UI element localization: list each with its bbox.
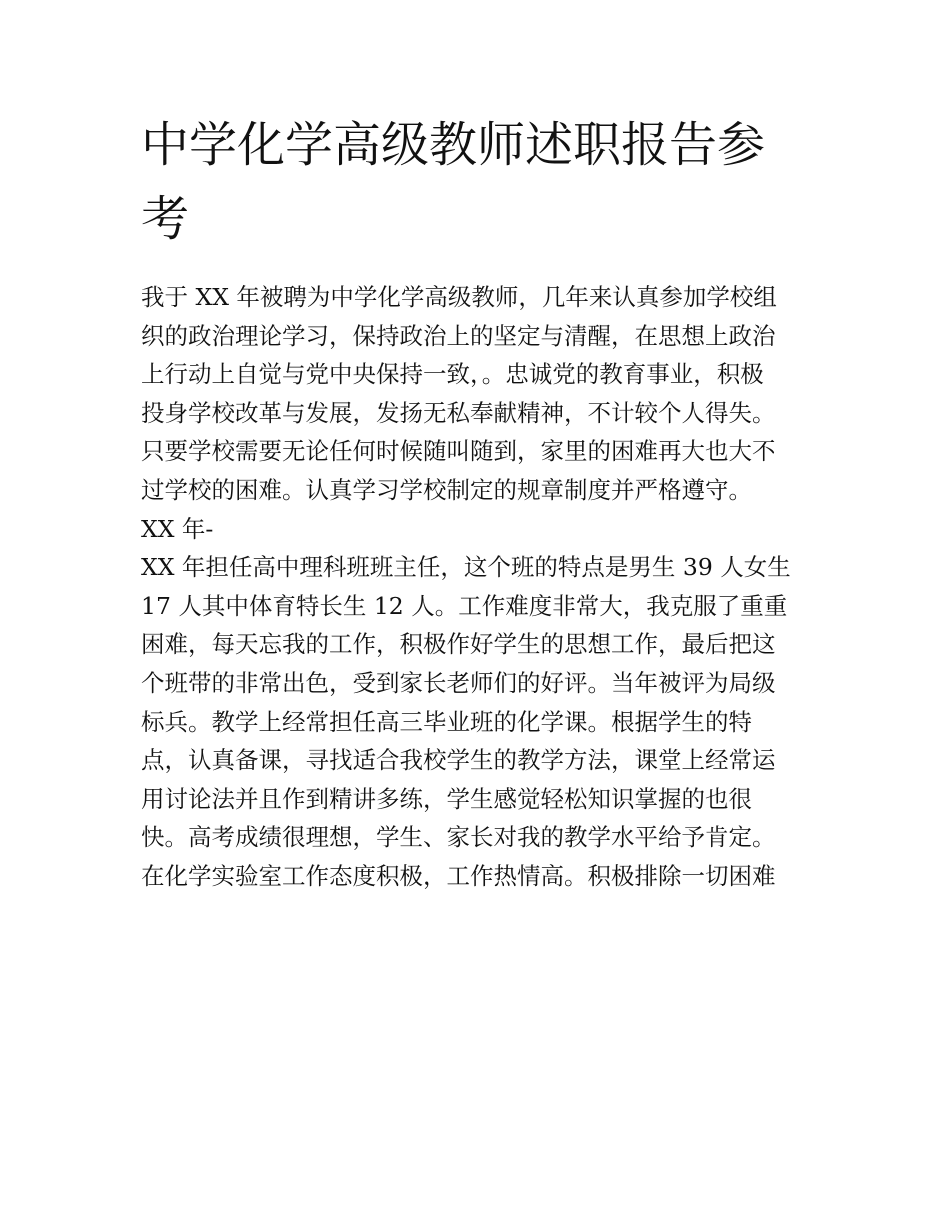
document-page: [141, 108, 821, 896]
body-line: 投身学校改革与发展，发扬无私奉献精神，不计较个人得失。: [141, 398, 776, 427]
title-line-2: 考: [141, 191, 190, 247]
body-line: 过学校的困难。认真学习学校制定的规章制度并严格遵守。: [141, 475, 752, 504]
body-line: 上行动上自觉与党中央保持一致，。忠诚党的教育事业，积极: [141, 360, 764, 389]
document-body: [141, 278, 821, 896]
body-line: 用讨论法并且作到精讲多练，学生感觉轻松知识掌握的也很: [141, 784, 752, 813]
body-line: XX 年担任高中理科班班主任，这个班的特点是男生 39 人女生: [141, 553, 791, 582]
body-line: 快。高考成绩很理想，学生、家长对我的教学水平给予肯定。: [141, 823, 776, 852]
body-line: 只要学校需要无论任何时候随叫随到，家里的困难再大也大不: [141, 437, 776, 466]
body-line: 点，认真备课，寻找适合我校学生的教学方法，课堂上经常运: [141, 746, 776, 775]
body-line: 标兵。教学上经常担任高三毕业班的化学课。根据学生的特: [141, 707, 752, 736]
title-line-1: 中学化学高级教师述职报告参: [141, 117, 766, 173]
body-line: 17 人其中体育特长生 12 人。工作难度非常大，我克服了重重: [141, 591, 788, 620]
body-line: 织的政治理论学习，保持政治上的坚定与清醒，在思想上政治: [141, 321, 776, 350]
document-title: [141, 108, 821, 256]
body-line: 在化学实验室工作态度积极，工作热情高。积极排除一切困难: [141, 861, 776, 890]
body-line: 困难，每天忘我的工作，积极作好学生的思想工作，最后把这: [141, 630, 776, 659]
body-line: XX 年-: [141, 514, 214, 543]
body-line: 我于 XX 年被聘为中学化学高级教师，几年来认真参加学校组: [141, 283, 777, 311]
body-line: 个班带的非常出色，受到家长老师们的好评。当年被评为局级: [141, 668, 776, 697]
